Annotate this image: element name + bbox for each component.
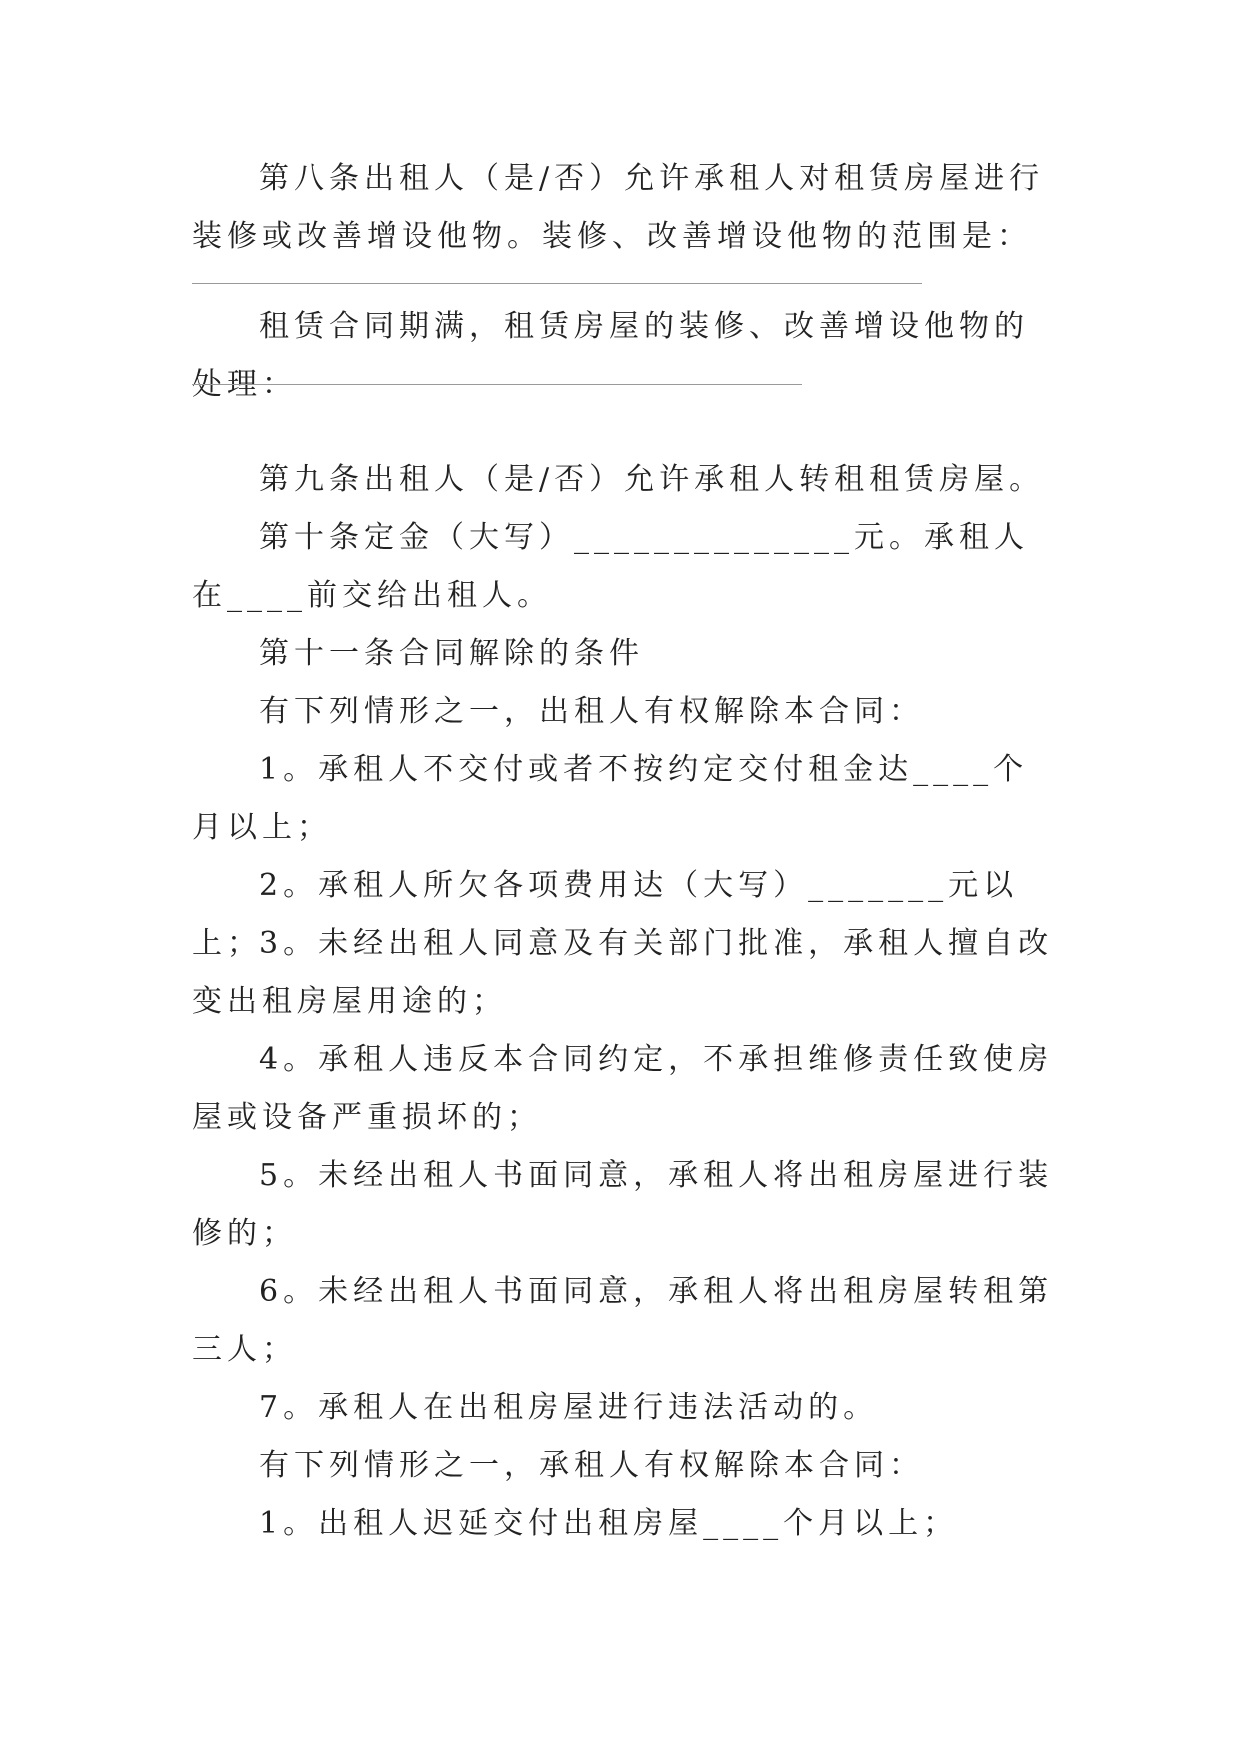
lessee-condition-1: 1。出租人迟延交付出租房屋____个月以上； xyxy=(259,1506,959,1541)
lessee-termination-intro: 有下列情形之一，承租人有权解除本合同： xyxy=(259,1448,924,1483)
expiry-handling-paragraph: 租赁合同期满，租赁房屋的装修、改善增设他物的处理： xyxy=(192,309,1029,402)
lessor-condition-1: 1。承租人不交付或者不按约定交付租金达____个月以上； xyxy=(192,752,1029,845)
lessor-condition-5: 5。未经出租人书面同意，承租人将出租房屋进行装修的； xyxy=(192,1158,1054,1251)
blank-line-scope xyxy=(192,283,922,284)
lessor-condition-7: 7。承租人在出租房屋进行违法活动的。 xyxy=(259,1390,879,1425)
lessor-condition-6: 6。未经出租人书面同意，承租人将出租房屋转租第三人； xyxy=(192,1274,1054,1367)
lessor-condition-2: 2。承租人所欠各项费用达（大写）_______元以上； xyxy=(192,868,1019,961)
clause-9-paragraph: 第九条出租人（是/否）允许承租人转租租赁房屋。 xyxy=(259,462,1045,497)
clause-11-heading: 第十一条合同解除的条件 xyxy=(259,636,644,671)
lessor-termination-intro: 有下列情形之一，出租人有权解除本合同： xyxy=(259,694,924,729)
blank-line-handling xyxy=(192,384,802,385)
clause-8-paragraph: 第八条出租人（是/否）允许承租人对租赁房屋进行装修或改善增设他物。装修、改善增设他物的范围是： xyxy=(192,161,1045,254)
lessor-condition-4: 4。承租人违反本合同约定，不承担维修责任致使房屋或设备严重损坏的； xyxy=(192,1042,1054,1135)
lessor-condition-3: 3。未经出租人同意及有关部门批准，承租人擅自改变出租房屋用途的； xyxy=(192,926,1054,1019)
clause-10-paragraph: 第十条定金（大写）______________元。承租人在____前交给出租人。 xyxy=(192,520,1029,613)
